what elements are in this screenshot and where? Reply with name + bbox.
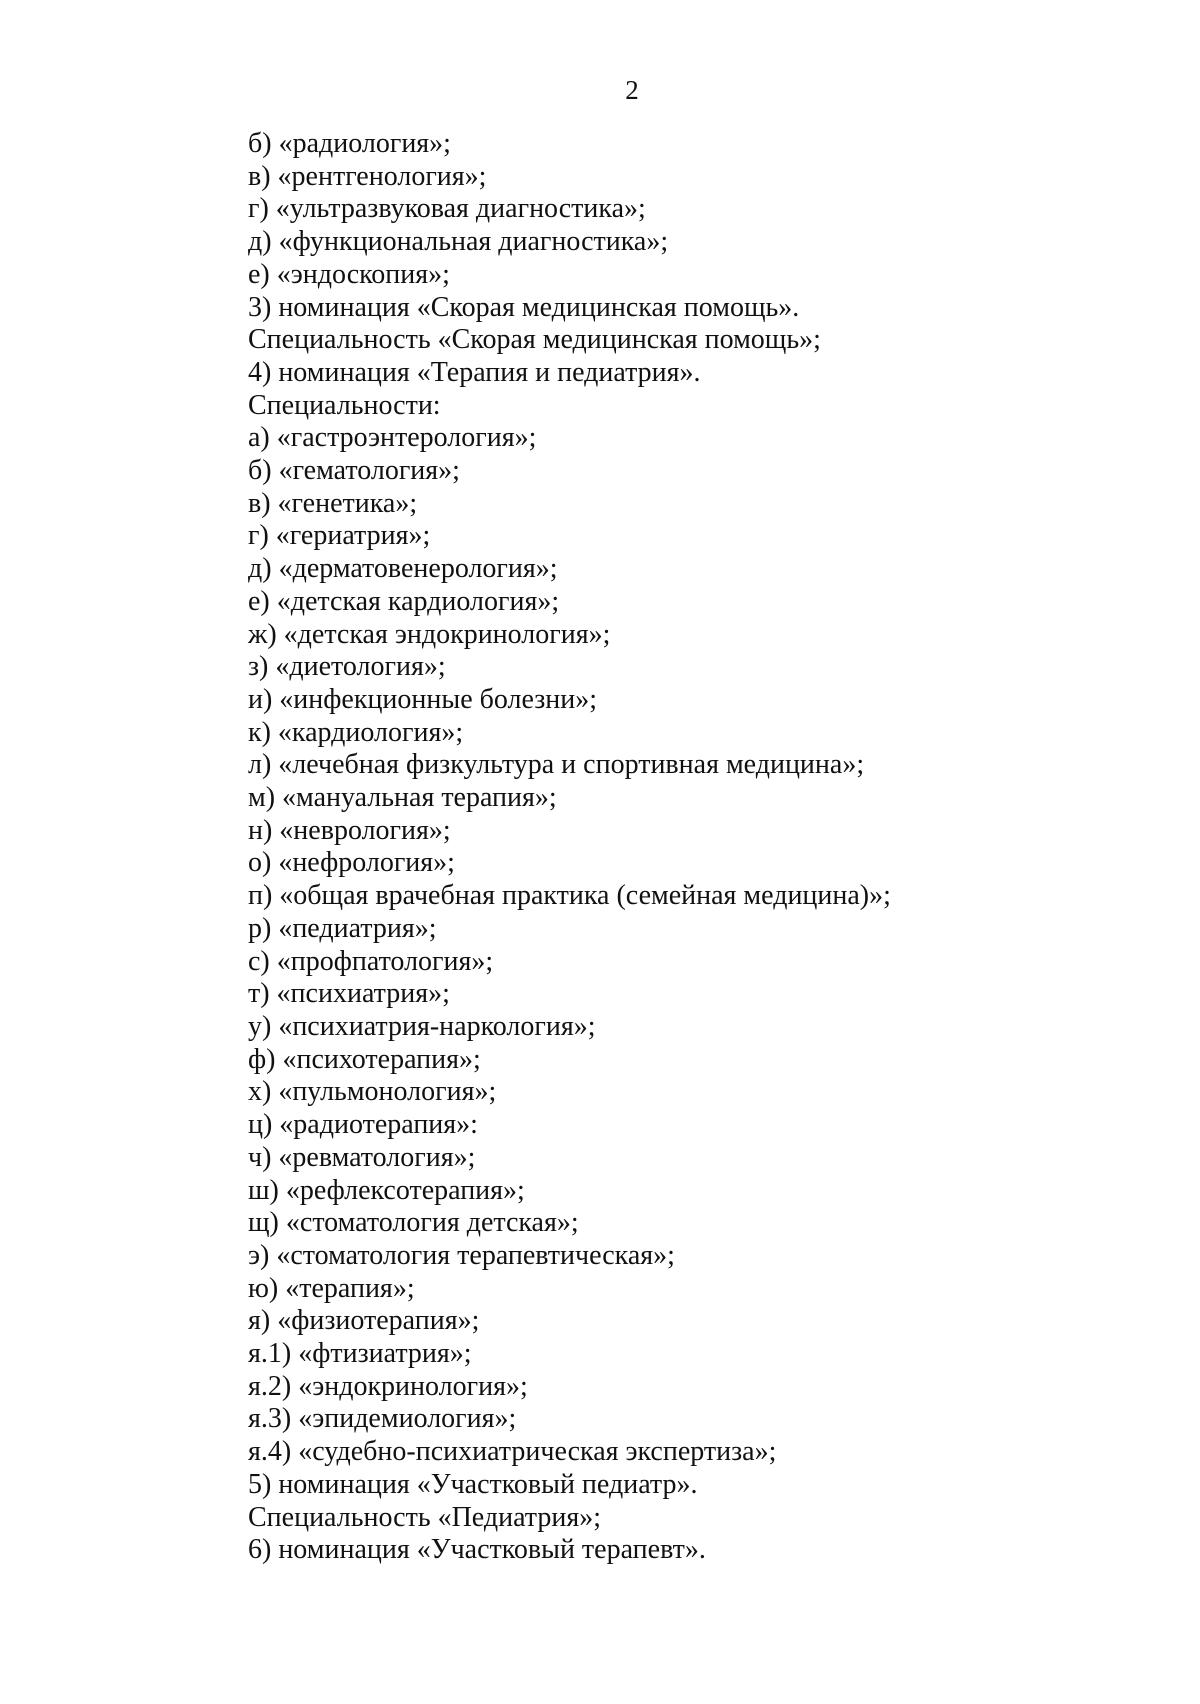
list-item: ж) «детская эндокринология»; [248,618,611,650]
list-item: Специальности: [248,389,441,421]
list-item: в) «рентгенология»; [248,160,487,192]
list-item: д) «дерматовенерология»; [248,553,558,585]
list-item: э) «стоматология терапевтическая»; [248,1239,675,1271]
list-item: г) «гериатрия»; [248,520,431,552]
list-item: ч) «ревматология»; [248,1141,476,1173]
list-item: 4) номинация «Терапия и педиатрия». [248,356,701,388]
list-item: Специальность «Педиатрия»; [248,1501,602,1533]
list-item: н) «неврология»; [248,814,451,846]
list-item: о) «нефрология»; [248,847,455,879]
list-item: 3) номинация «Скорая медицинская помощь». [248,291,800,323]
list-item: 5) номинация «Участковый педиатр». [248,1468,698,1500]
list-item: 6) номинация «Участковый терапевт». [248,1534,706,1566]
list-item: б) «радиология»; [248,128,451,159]
list-item: п) «общая врачебная практика (семейная медицина)»; [248,880,891,912]
list-item: с) «профпатология»; [248,945,494,977]
list-item: ю) «терапия»; [248,1272,415,1304]
list-item: е) «эндоскопия»; [248,258,450,290]
list-item: ц) «радиотерапия»: [248,1109,478,1141]
specialty-list [248,128,1148,1567]
list-item: б) «гематология»; [248,455,460,487]
list-item: д) «функциональная диагностика»; [248,226,669,258]
list-item: я.2) «эндокринология»; [248,1370,528,1402]
list-item: к) «кардиология»; [248,716,464,748]
list-item: я) «физиотерапия»; [248,1305,480,1337]
list-item: а) «гастроэнтерология»; [248,422,537,454]
list-item: м) «мануальная терапия»; [248,782,557,814]
list-item: р) «педиатрия»; [248,912,437,944]
list-item: ф) «психотерапия»; [248,1043,481,1075]
list-item: в) «генетика»; [248,487,418,519]
list-item: я.4) «судебно-психиатрическая экспертиза»; [248,1436,777,1468]
list-item: е) «детская кардиология»; [248,585,560,617]
page-number: 2 [625,75,639,105]
list-item: я.3) «эпидемиология»; [248,1403,517,1435]
list-item: г) «ультразвуковая диагностика»; [248,193,646,225]
list-item: и) «инфекционные болезни»; [248,683,598,715]
list-item: я.1) «фтизиатрия»; [248,1338,472,1370]
list-item: х) «пульмонология»; [248,1076,497,1108]
list-item: у) «психиатрия-наркология»; [248,1010,596,1042]
list-item: Специальность «Скорая медицинская помощь»; [248,324,821,356]
list-item: т) «психиатрия»; [248,978,450,1010]
list-item: л) «лечебная физкультура и спортивная медицина»; [248,749,865,781]
list-item: ш) «рефлексотерапия»; [248,1174,525,1206]
list-item: з) «диетология»; [248,651,446,683]
list-item: щ) «стоматология детская»; [248,1207,579,1239]
